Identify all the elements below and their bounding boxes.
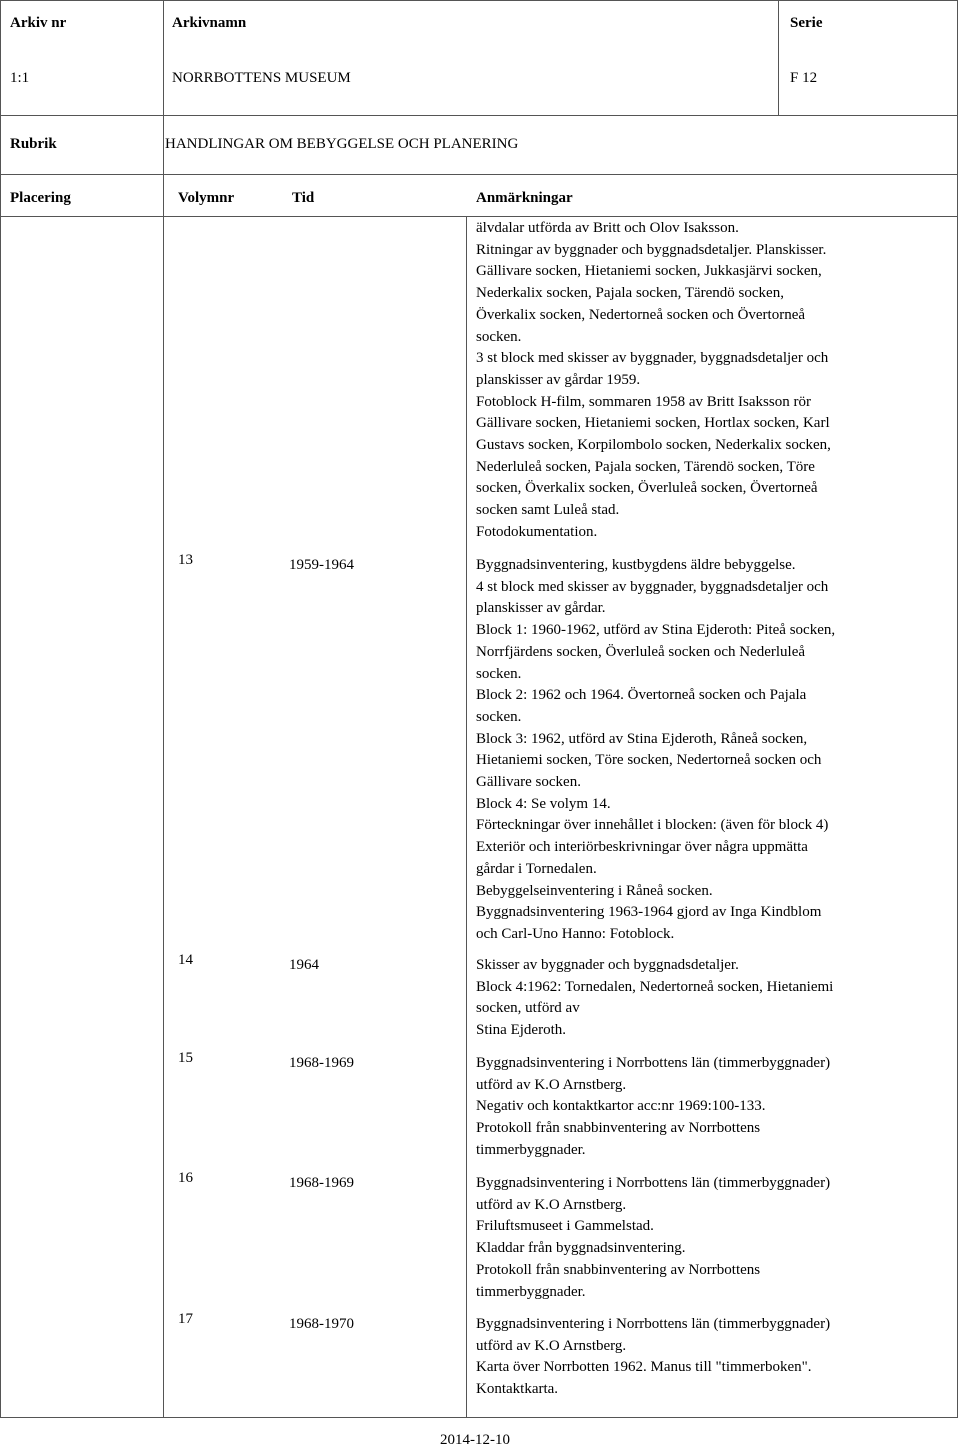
column-header-volymnr: Volymnr: [178, 190, 235, 206]
note-line: Block 1: 1960-1962, utförd av Stina Ejderoth: Piteå socken,: [476, 622, 836, 639]
note-line: Karta över Norrbotten 1962. Manus till "timmerboken".: [476, 1359, 812, 1376]
volume-number: 14: [178, 952, 193, 968]
note-line: socken, Överkalix socken, Överluleå socken, Övertorneå: [476, 480, 818, 497]
note-line: Skisser av byggnader och byggnadsdetaljer.: [476, 957, 739, 973]
divider-serie: [778, 0, 779, 115]
note-line: Byggnadsinventering, kustbygdens äldre bebyggelse.: [476, 557, 796, 573]
note-line: 4 st block med skisser av byggnader, byggnadsdetaljer och: [476, 578, 829, 595]
entry-note: [476, 555, 946, 946]
note-line: Stina Ejderoth.: [476, 1022, 566, 1039]
divider-placering: [163, 0, 164, 1418]
note-line: socken.: [476, 328, 522, 345]
note-line: Bebyggelseinventering i Råneå socken.: [476, 882, 713, 899]
note-line: Kontaktkarta.: [476, 1381, 559, 1398]
volume-number: 17: [178, 1311, 193, 1327]
note-line: gårdar i Tornedalen.: [476, 860, 597, 877]
entry-note: [476, 955, 946, 1042]
arkiv-nr-label: Arkiv nr: [10, 15, 67, 31]
note-line: Byggnadsinventering i Norrbottens län (timmerbyggnader): [476, 1175, 831, 1191]
time-span: 1968-1969: [289, 1175, 354, 1191]
note-line: Hietaniemi socken, Töre socken, Nedertorneå socken och: [476, 752, 822, 769]
arkiv-nr-value: 1:1: [10, 70, 30, 86]
note-line: Byggnadsinventering 1963-1964 gjord av Inga Kindblom: [476, 904, 822, 921]
note-line: Protokoll från snabbinventering av Norrbottens: [476, 1120, 761, 1137]
note-line: Gällivare socken.: [476, 774, 581, 791]
note-line: Block 4:1962: Tornedalen, Nedertorneå socken, Hietaniemi: [476, 978, 834, 995]
note-line: Exteriör och interiörbeskrivningar över några uppmätta: [476, 839, 808, 856]
note-line: planskisser av gårdar 1959.: [476, 371, 641, 388]
note-line: Gustavs socken, Korpilombolo socken, Nederkalix socken,: [476, 437, 831, 454]
note-line: Ritningar av byggnader och byggnadsdetaljer. Planskisser.: [476, 241, 827, 258]
note-line: Nederkalix socken, Pajala socken, Tärendö socken,: [476, 285, 784, 302]
note-line: Byggnadsinventering i Norrbottens län (timmerbyggnader): [476, 1055, 831, 1071]
entry-note: [476, 1173, 946, 1303]
time-span: 1959-1964: [289, 557, 354, 573]
rubrik-value: HANDLINGAR OM BEBYGGELSE OCH PLANERING: [165, 136, 519, 152]
entry-note: [476, 1314, 946, 1401]
note-line: Fotodokumentation.: [476, 523, 598, 540]
serie-label: Serie: [790, 15, 823, 31]
note-line: utförd av K.O Arnstberg.: [476, 1337, 627, 1354]
note-line: planskisser av gårdar.: [476, 600, 606, 617]
note-line: Block 4: Se volym 14.: [476, 795, 611, 812]
note-line: utförd av K.O Arnstberg.: [476, 1076, 627, 1093]
note-line: Nederluleå socken, Pajala socken, Tärendö socken, Töre: [476, 458, 815, 475]
note-line: Block 3: 1962, utförd av Stina Ejderoth, Råneå socken,: [476, 730, 808, 747]
entry-note: [476, 1053, 946, 1162]
continuation-note: [476, 218, 946, 544]
note-line: Gällivare socken, Hietaniemi socken, Hortlax socken, Karl: [476, 415, 830, 432]
time-span: 1968-1970: [289, 1316, 354, 1332]
note-line: socken.: [476, 665, 522, 682]
column-header-tid: Tid: [292, 190, 315, 206]
note-line: Friluftsmuseet i Gammelstad.: [476, 1218, 654, 1235]
divider-header-2: [0, 174, 958, 175]
divider-header-1: [0, 115, 958, 116]
volume-number: 16: [178, 1170, 193, 1186]
note-line: socken samt Luleå stad.: [476, 502, 620, 519]
divider-header-3: [0, 216, 958, 217]
time-span: 1968-1969: [289, 1055, 354, 1071]
serie-value: F 12: [790, 70, 818, 86]
note-line: timmerbyggnader.: [476, 1283, 586, 1300]
note-line: timmerbyggnader.: [476, 1141, 586, 1158]
note-line: Protokoll från snabbinventering av Norrbottens: [476, 1261, 761, 1278]
time-span: 1964: [289, 957, 319, 973]
note-line: Överkalix socken, Nedertorneå socken och Övertorneå: [476, 306, 806, 323]
note-line: Norrfjärdens socken, Överluleå socken och Nederluleå: [476, 643, 806, 660]
note-line: Negativ och kontaktkartor acc:nr 1969:100-133.: [476, 1098, 766, 1115]
column-header-placering: Placering: [10, 190, 71, 206]
note-line: Block 2: 1962 och 1964. Övertorneå socken och Pajala: [476, 687, 807, 704]
column-header-anmarkningar: Anmärkningar: [476, 190, 573, 206]
footer-date: 2014-12-10: [440, 1432, 510, 1448]
note-line: 3 st block med skisser av byggnader, byggnadsdetaljer och: [476, 350, 829, 367]
volume-number: 15: [178, 1050, 193, 1066]
note-line: och Carl-Uno Hanno: Fotoblock.: [476, 925, 675, 942]
note-line: Fotoblock H-film, sommaren 1958 av Britt Isaksson rör: [476, 393, 811, 410]
divider-anmarkningar: [466, 216, 467, 1418]
note-line: Kladdar från byggnadsinventering.: [476, 1240, 686, 1257]
note-line: älvdalar utförda av Britt och Olov Isaksson.: [476, 220, 739, 236]
rubrik-label: Rubrik: [10, 136, 57, 152]
note-line: Gällivare socken, Hietaniemi socken, Jukkasjärvi socken,: [476, 263, 822, 280]
note-line: socken, utförd av: [476, 1000, 580, 1017]
volume-number: 13: [178, 552, 193, 568]
note-line: socken.: [476, 708, 522, 725]
arkivnamn-label: Arkivnamn: [172, 15, 247, 31]
arkivnamn-value: NORRBOTTENS MUSEUM: [172, 70, 351, 86]
note-line: Byggnadsinventering i Norrbottens län (timmerbyggnader): [476, 1316, 831, 1332]
note-line: Förteckningar över innehållet i blocken: (även för block 4): [476, 817, 829, 834]
note-line: utförd av K.O Arnstberg.: [476, 1196, 627, 1213]
